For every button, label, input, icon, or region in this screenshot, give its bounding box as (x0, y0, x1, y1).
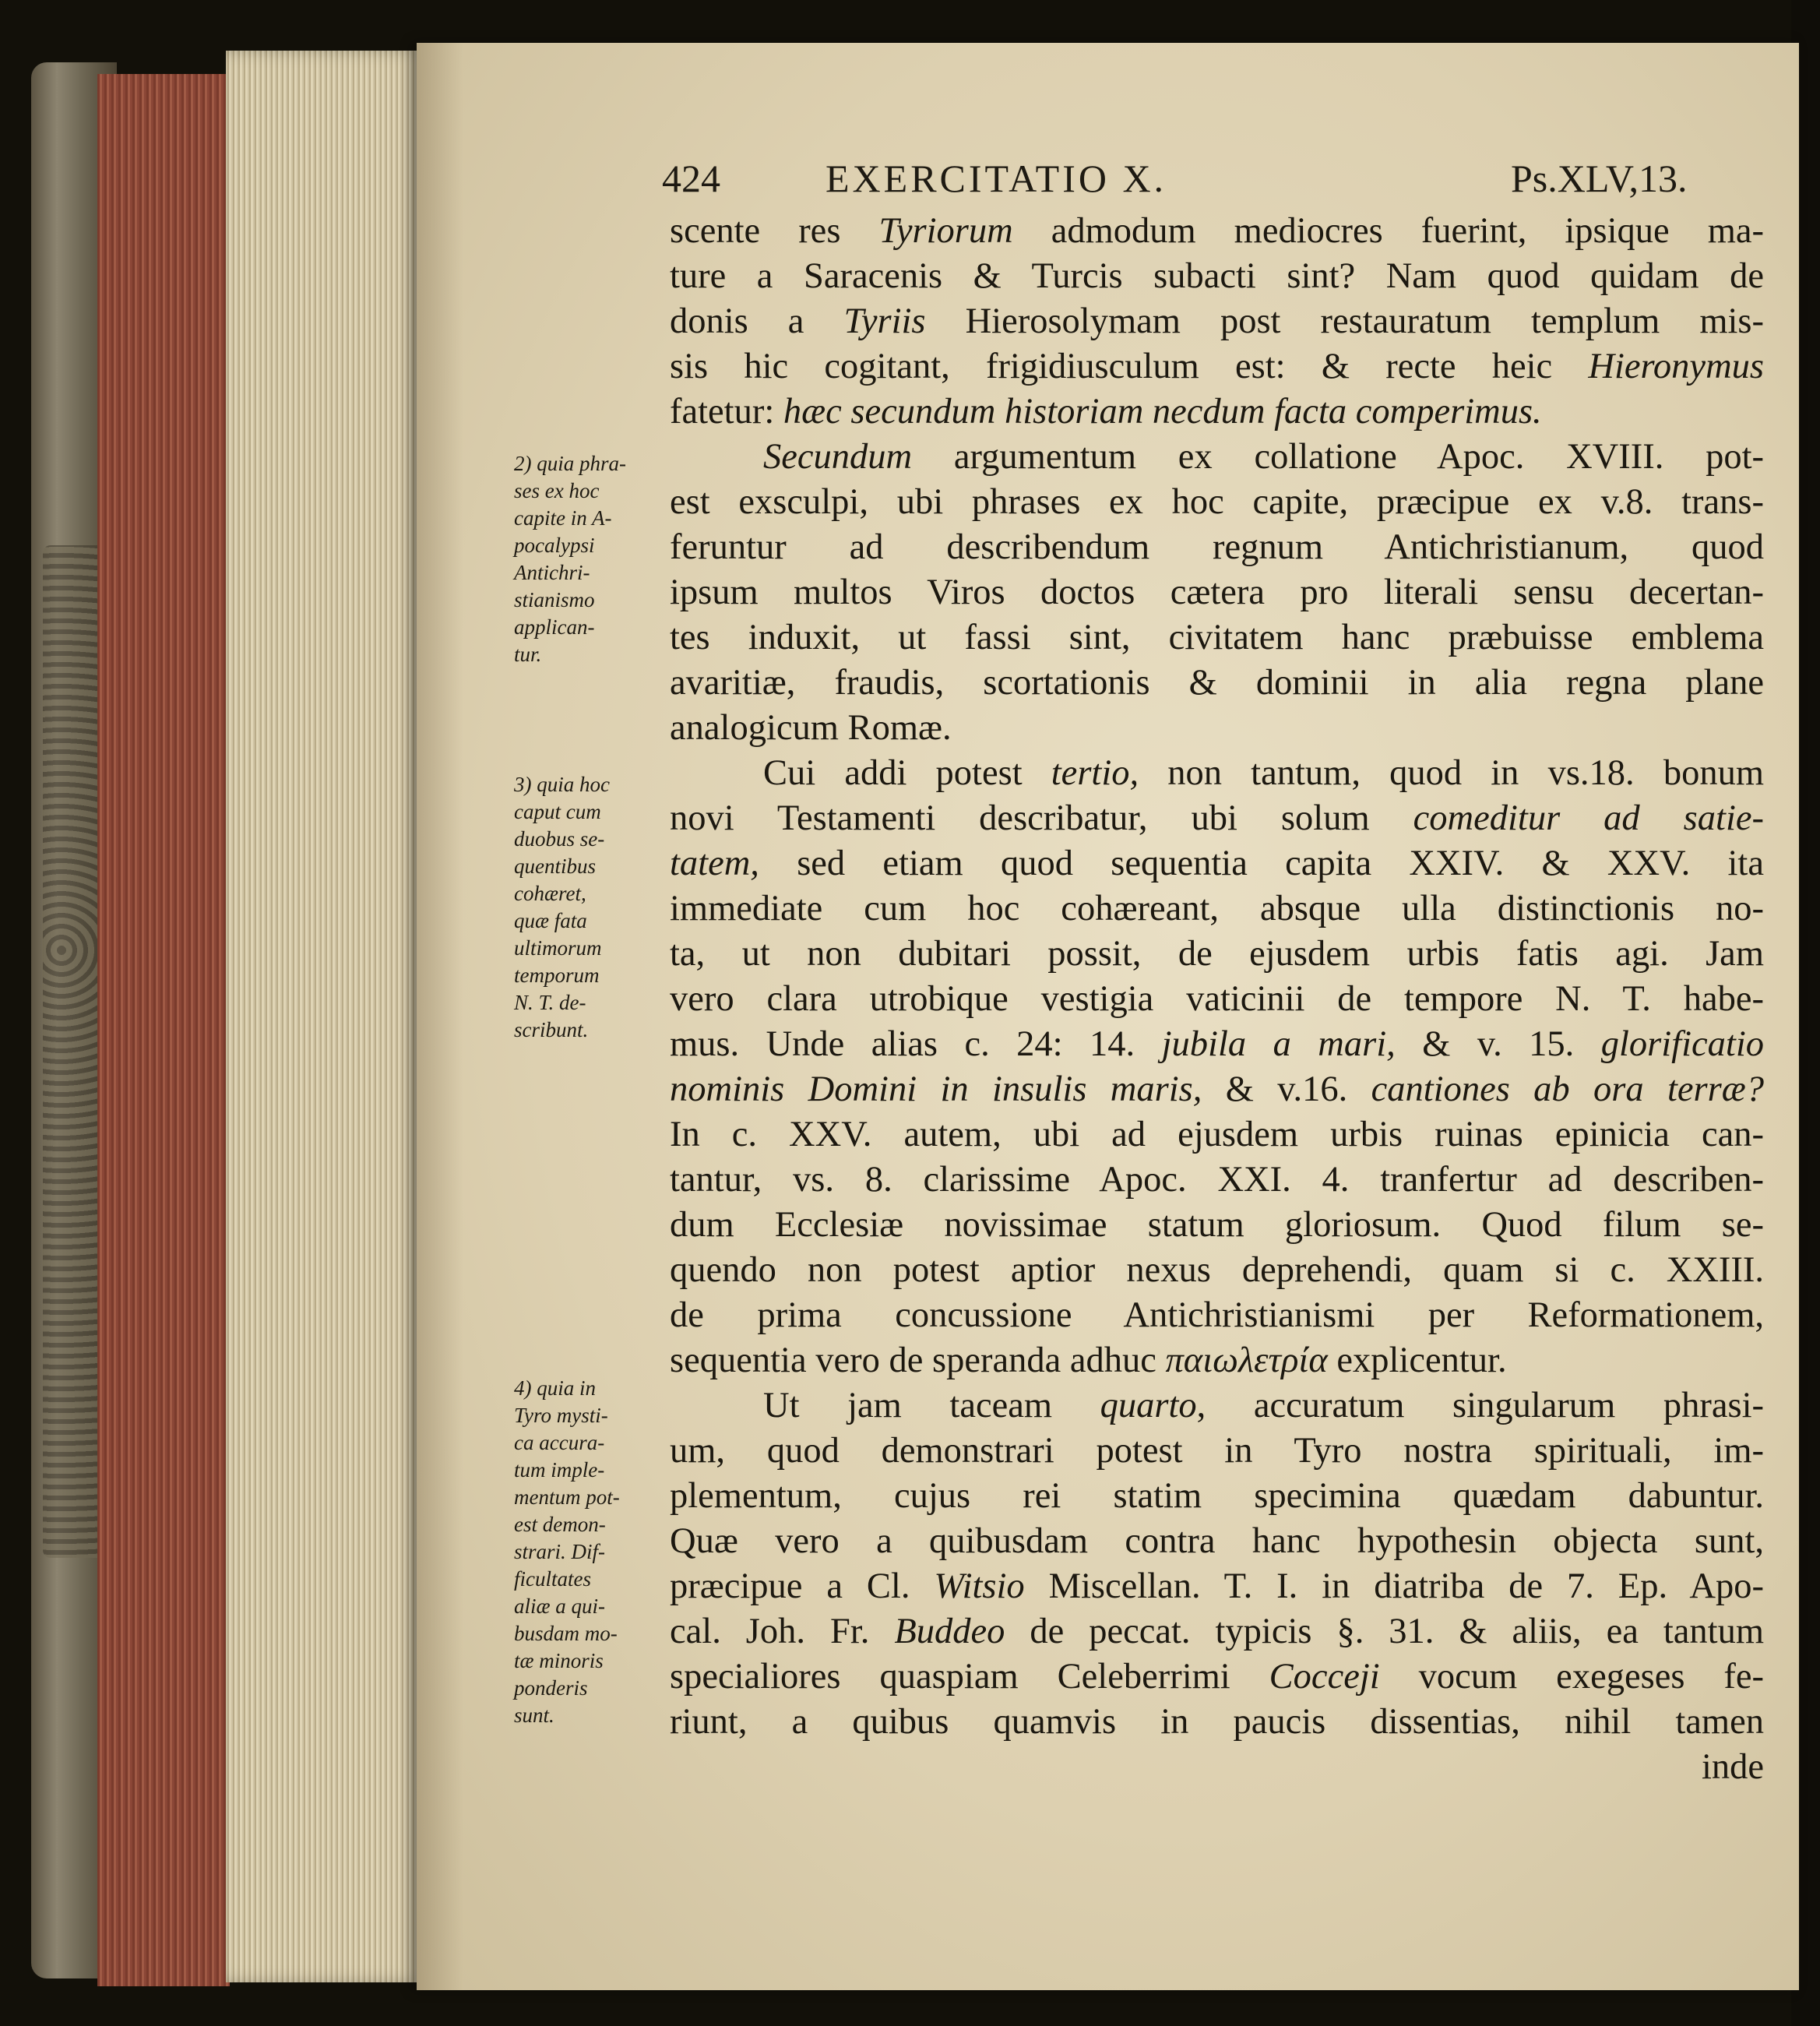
text-line (670, 932, 1764, 977)
gutter-shadow (417, 43, 463, 1990)
margin-note-line: scribunt. (514, 1018, 589, 1041)
text-line (670, 1248, 1764, 1293)
text-run: feruntur ad describendum regnum Antichristianum, quod (670, 527, 1764, 567)
text-line (670, 1564, 1764, 1609)
margin-note-line: ca accura- (514, 1431, 605, 1454)
text-run: argumentum ex collatione Apoc. XVIII. pot- (912, 437, 1764, 477)
text-run: sequentia vero de speranda adhuc (670, 1341, 1166, 1380)
text-run: Miscellan. T. I. in diatriba de 7. Ep. Apo- (1024, 1566, 1764, 1606)
text-run: præcipue a Cl. (670, 1566, 935, 1606)
text-run: inde (1701, 1747, 1764, 1787)
running-title: EXERCITATIO X. (826, 157, 1167, 200)
text-run: vero clara utrobique vestigia vaticinii de tempore N. T. habe- (670, 979, 1764, 1019)
text-line (670, 480, 1764, 525)
text-run: sis hic cogitant, frigidiusculum est: & recte heic (670, 347, 1589, 386)
text-run: ture a Saracenis & Turcis subacti sint? Nam quod quidam de (670, 256, 1764, 296)
text-line (670, 841, 1764, 886)
margin-note-line: ses ex hoc (514, 479, 600, 502)
text-line (670, 209, 1764, 254)
text-run: specialiores quaspiam Celeberrimi (670, 1657, 1269, 1697)
text-run: donis a (670, 301, 844, 341)
margin-note-line: mentum pot- (514, 1485, 620, 1509)
red-page-edges (97, 74, 230, 1986)
text-line (670, 1745, 1764, 1790)
cover-texture (43, 545, 105, 1558)
italic-text: Tyriis (843, 301, 926, 341)
text-line (670, 796, 1764, 841)
italic-text: Witsio (934, 1566, 1025, 1606)
margin-note-line: Antichri- (514, 561, 590, 584)
text-run: , accuratum singularum phrasi- (1196, 1386, 1764, 1425)
margin-note-line: strari. Dif- (514, 1540, 606, 1563)
margin-note-line: caput cum (514, 800, 601, 823)
text-run: de peccat. typicis §. 31. & aliis, ea tantum (1005, 1612, 1764, 1651)
margin-note-line: aliæ a qui- (514, 1594, 606, 1618)
margin-note-line: quæ fata (514, 909, 587, 932)
margin-note-line: ponderis (514, 1676, 588, 1700)
text-line (670, 706, 1764, 751)
text-line (670, 254, 1764, 299)
text-line (670, 615, 1764, 661)
text-line (670, 299, 1764, 344)
text-run: scente res (670, 211, 879, 251)
text-run: admodum mediocres fuerint, ipsique ma- (1012, 211, 1764, 251)
italic-text: cantiones ab ora terræ? (1371, 1069, 1765, 1109)
text-line (670, 435, 1764, 480)
chapter-reference: Ps.XLV,13. (1511, 157, 1688, 200)
text-run: immediate cum hoc cohæreant, absque ulla distinctionis no- (670, 889, 1764, 928)
text-run: analogicum Romæ. (670, 708, 952, 748)
text-run: avaritiæ, fraudis, scortationis & dominii in alia regna plane (670, 663, 1764, 703)
text-run: non tantum, quod in vs.18. bonum (1139, 753, 1764, 793)
text-line (670, 1519, 1764, 1564)
italic-text: Secundum (763, 437, 913, 477)
margin-note-line: duobus se- (514, 827, 605, 851)
page-edges (226, 51, 421, 1982)
main-text-column (670, 209, 1764, 1790)
text-run: mus. Unde alias c. 24: 14. (670, 1024, 1162, 1064)
italic-text: tatem, (670, 844, 759, 883)
italic-text: comeditur ad satie- (1413, 798, 1764, 838)
margin-note-line: 3) quia hoc (514, 773, 610, 796)
text-line (670, 1067, 1764, 1112)
text-line (670, 570, 1764, 615)
text-line (670, 1429, 1764, 1474)
text-line (670, 1700, 1764, 1745)
text-run: est exsculpi, ubi phrases ex hoc capite, præcipue ex v.8. trans- (670, 482, 1764, 522)
margin-note-line: tæ minoris (514, 1649, 604, 1672)
text-run: Quæ vero a quibusdam contra hanc hypothesin objecta sunt, (670, 1521, 1764, 1561)
text-run: quendo non potest aptior nexus deprehendi, quam si c. XXIII. (670, 1250, 1764, 1290)
margin-note-line: pocalypsi (514, 534, 595, 557)
text-run: ta, ut non dubitari possit, de ejusdem urbis fatis agi. Jam (670, 934, 1764, 974)
italic-text: tertio, (1051, 753, 1139, 793)
margin-note-line: cohæret, (514, 882, 586, 905)
margin-note-line: tum imple- (514, 1458, 605, 1482)
margin-note-line: busdam mo- (514, 1622, 618, 1645)
italic-text: Hieronymus (1588, 347, 1764, 386)
margin-note-2 (514, 450, 658, 668)
text-line (670, 1293, 1764, 1338)
margin-note-line: ficultates (514, 1567, 591, 1591)
text-line (670, 977, 1764, 1022)
margin-note-line: 4) quia in (514, 1376, 596, 1400)
text-run: Ut jam taceam (763, 1386, 1100, 1425)
page-number: 424 (662, 157, 720, 200)
text-line (670, 389, 1764, 435)
italic-text: glorificatio (1600, 1024, 1764, 1064)
italic-text: Tyriorum (878, 211, 1013, 251)
italic-text: nominis Domini in insulis maris, (670, 1069, 1202, 1109)
text-run: & v.16. (1202, 1069, 1371, 1109)
margin-note-line: stianismo (514, 588, 595, 611)
italic-text: Buddeo (894, 1612, 1005, 1651)
text-line (670, 1654, 1764, 1700)
text-run: novi Testamenti describatur, ubi solum (670, 798, 1413, 838)
margin-note-line: temporum (514, 964, 600, 987)
text-run: explicentur. (1327, 1341, 1507, 1380)
text-run: vocum exegeses fe- (1379, 1657, 1765, 1697)
text-line (670, 886, 1764, 932)
text-line (670, 1609, 1764, 1654)
text-line (670, 525, 1764, 570)
italic-text: hæc secundum historiam necdum facta comperimus. (783, 392, 1542, 432)
margin-note-3 (514, 771, 658, 1044)
margin-note-line: N. T. de- (514, 991, 586, 1014)
text-run: tantur, vs. 8. clarissime Apoc. XXI. 4. tranfertur ad describen- (670, 1160, 1764, 1200)
margin-note-line: 2) quia phra- (514, 452, 626, 475)
text-run: riunt, a quibus quamvis in paucis dissentias, nihil tamen (670, 1702, 1764, 1742)
text-run: dum Ecclesiæ novissimae statum gloriosum. Quod filum se- (670, 1205, 1764, 1245)
margin-note-line: est demon- (514, 1513, 606, 1536)
text-line (670, 1338, 1764, 1383)
margin-note-line: sunt. (514, 1704, 554, 1727)
text-run: Hierosolymam post restauratum templum mis- (925, 301, 1765, 341)
text-run: & v. 15. (1395, 1024, 1601, 1064)
text-run: ipsum multos Viros doctos cætera pro literali sensu decertan- (670, 573, 1764, 612)
text-run: sed etiam quod sequentia capita XXIV. & XXV. ita (759, 844, 1764, 883)
text-line (670, 1112, 1764, 1157)
text-line (670, 1022, 1764, 1067)
text-line (670, 1383, 1764, 1429)
text-run: um, quod demonstrari potest in Tyro nostra spirituali, im- (670, 1431, 1764, 1471)
text-run: cal. Joh. Fr. (670, 1612, 895, 1651)
margin-note-line: applican- (514, 615, 595, 639)
margin-note-line: Tyro mysti- (514, 1404, 608, 1427)
text-run: tes induxit, ut fassi sint, civitatem hanc præbuisse emblema (670, 618, 1764, 657)
margin-note-line: ultimorum (514, 936, 602, 960)
italic-text: jubila a mari, (1161, 1024, 1396, 1064)
text-line (670, 1157, 1764, 1203)
text-line (670, 1203, 1764, 1248)
text-line (670, 661, 1764, 706)
margin-note-line: tur. (514, 643, 542, 666)
text-run: de prima concussione Antichristianismi per Reformationem, (670, 1295, 1764, 1335)
text-run: fatetur: (670, 392, 783, 432)
margin-note-line: quentibus (514, 854, 596, 878)
italic-text: quarto (1100, 1386, 1197, 1425)
italic-text: Cocceji (1269, 1657, 1380, 1697)
margin-note-4 (514, 1375, 658, 1729)
running-header (662, 156, 1768, 210)
text-run: plementum, cujus rei statim specimina quædam dabuntur. (670, 1476, 1764, 1516)
text-line (670, 751, 1764, 796)
text-line (670, 1474, 1764, 1519)
text-run: Cui addi potest (763, 753, 1051, 793)
text-run: In c. XXV. autem, ubi ad ejusdem urbis ruinas epinicia can- (670, 1115, 1764, 1154)
text-line (670, 344, 1764, 389)
margin-note-line: capite in A- (514, 506, 612, 530)
italic-text: παιωλετρία (1165, 1341, 1328, 1380)
